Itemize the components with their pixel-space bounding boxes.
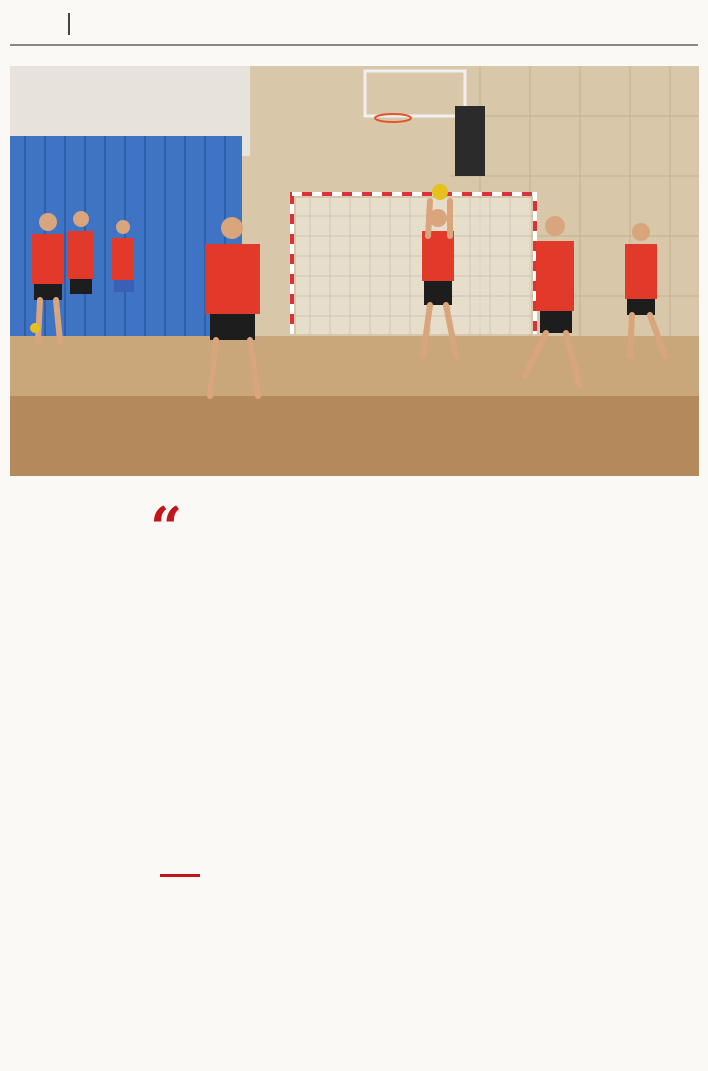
section2-col-d	[604, 536, 700, 876]
header-rule	[10, 44, 698, 46]
section2-col-a	[286, 536, 390, 876]
quote-mark-icon: “	[150, 495, 183, 561]
hero-photo	[10, 66, 699, 476]
header-divider	[68, 13, 70, 35]
section2-col-b	[396, 536, 494, 876]
quote-rule	[160, 874, 200, 877]
column-1	[10, 500, 140, 1066]
lead-quote	[160, 544, 270, 872]
section2-col-c	[500, 536, 598, 876]
handball-court-illustration	[10, 66, 699, 476]
page-header	[0, 0, 708, 46]
